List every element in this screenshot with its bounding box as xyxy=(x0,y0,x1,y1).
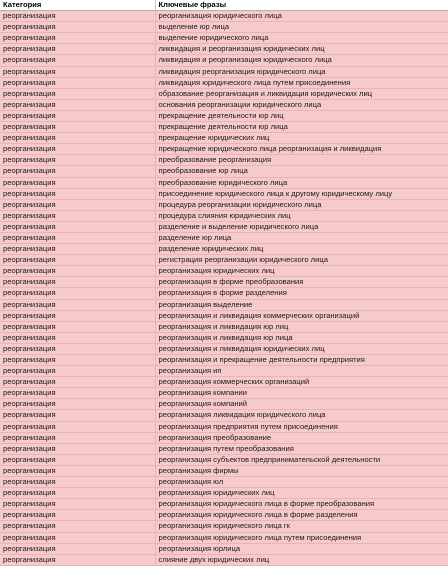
key-phrase-cell[interactable]: ликвидация и реорганизация юридического лица xyxy=(155,55,448,66)
key-phrase-cell[interactable]: выделение юридического лица xyxy=(155,33,448,44)
table-row xyxy=(0,288,448,299)
category-cell[interactable]: реорганизация xyxy=(0,454,155,465)
table-row xyxy=(0,244,448,255)
category-cell[interactable]: реорганизация xyxy=(0,510,155,521)
key-phrase-cell[interactable]: реорганизация коммерческих организаций xyxy=(155,377,448,388)
table-row xyxy=(0,377,448,388)
table-row xyxy=(0,133,448,144)
table-row xyxy=(0,199,448,210)
category-cell[interactable]: реорганизация xyxy=(0,88,155,99)
key-phrase-cell[interactable]: реорганизация компаний xyxy=(155,399,448,410)
table-row xyxy=(0,122,448,133)
key-phrase-cell[interactable]: прекращение деятельности юр лиц xyxy=(155,110,448,121)
table-row xyxy=(0,321,448,332)
key-phrase-cell[interactable]: реорганизация в форме разделения xyxy=(155,288,448,299)
table-row xyxy=(0,443,448,454)
table-row xyxy=(0,310,448,321)
key-phrase-cell[interactable]: реорганизация фирмы xyxy=(155,465,448,476)
table-row xyxy=(0,210,448,221)
table-row xyxy=(0,421,448,432)
key-phrase-cell[interactable]: реорганизация и ликвидация юр лица xyxy=(155,332,448,343)
category-cell[interactable]: реорганизация xyxy=(0,410,155,421)
category-cell[interactable]: реорганизация xyxy=(0,443,155,454)
table-row xyxy=(0,477,448,488)
key-phrase-cell[interactable]: реорганизация юридических лиц xyxy=(155,488,448,499)
key-phrase-cell[interactable]: реорганизация выделение xyxy=(155,299,448,310)
table-row xyxy=(0,399,448,410)
category-cell[interactable]: реорганизация xyxy=(0,488,155,499)
key-phrase-cell[interactable]: разделение и выделение юридического лица xyxy=(155,221,448,232)
key-phrase-cell[interactable]: реорганизация юридических лиц xyxy=(155,266,448,277)
key-phrase-cell[interactable]: разделение юридических лиц xyxy=(155,244,448,255)
table-row xyxy=(0,155,448,166)
key-phrase-cell[interactable]: реорганизация юридического лица xyxy=(155,11,448,22)
key-phrase-cell[interactable]: слияние двух юридических лиц xyxy=(155,554,448,565)
category-cell[interactable]: реорганизация xyxy=(0,11,155,22)
key-phrase-cell[interactable]: реорганизация в форме преобразования xyxy=(155,277,448,288)
key-phrase-cell[interactable]: выделение юр лица xyxy=(155,22,448,33)
category-cell[interactable]: реорганизация xyxy=(0,366,155,377)
category-cell[interactable]: реорганизация xyxy=(0,133,155,144)
category-cell[interactable]: реорганизация xyxy=(0,554,155,565)
category-cell[interactable]: реорганизация xyxy=(0,521,155,532)
key-phrase-cell[interactable]: реорганизация юридического лица путем присоединения xyxy=(155,532,448,543)
table-row xyxy=(0,55,448,66)
table-row xyxy=(0,221,448,232)
key-phrase-cell[interactable]: присоединение юридического лица к другому юридическому лицу xyxy=(155,188,448,199)
category-cell[interactable]: реорганизация xyxy=(0,465,155,476)
category-cell[interactable]: реорганизация xyxy=(0,122,155,133)
table-row xyxy=(0,366,448,377)
table-row xyxy=(0,88,448,99)
key-phrase-cell[interactable]: реорганизация и прекращение деятельности предприятия xyxy=(155,355,448,366)
table-row xyxy=(0,410,448,421)
category-cell[interactable]: реорганизация xyxy=(0,255,155,266)
table-row xyxy=(0,554,448,565)
category-cell[interactable]: реорганизация xyxy=(0,177,155,188)
category-cell[interactable]: реорганизация xyxy=(0,210,155,221)
category-cell[interactable]: реорганизация xyxy=(0,188,155,199)
table-row xyxy=(0,177,448,188)
table-row xyxy=(0,465,448,476)
table-row xyxy=(0,166,448,177)
column-header-category[interactable]: Категория xyxy=(0,0,155,11)
table-row xyxy=(0,521,448,532)
key-phrase-cell[interactable]: ликвидация реорганизация юридического лица xyxy=(155,66,448,77)
category-cell[interactable]: реорганизация xyxy=(0,477,155,488)
category-cell[interactable]: реорганизация xyxy=(0,288,155,299)
key-phrase-cell[interactable]: разделение юр лица xyxy=(155,232,448,243)
key-phrase-cell[interactable]: процедура слияния юридических лиц xyxy=(155,210,448,221)
key-phrase-cell[interactable]: реорганизация юридического лица в форме разделения xyxy=(155,510,448,521)
category-cell[interactable]: реорганизация xyxy=(0,421,155,432)
category-cell[interactable]: реорганизация xyxy=(0,55,155,66)
table-row xyxy=(0,388,448,399)
category-cell[interactable]: реорганизация xyxy=(0,144,155,155)
key-phrase-cell[interactable]: реорганизация путем преобразования xyxy=(155,443,448,454)
key-phrase-cell[interactable]: образование реорганизация и ликвидация юридических лиц xyxy=(155,88,448,99)
key-phrase-cell[interactable]: реорганизация и ликвидация коммерческих организаций xyxy=(155,310,448,321)
category-cell[interactable]: реорганизация xyxy=(0,77,155,88)
table-row xyxy=(0,299,448,310)
header-row xyxy=(0,0,448,11)
category-cell[interactable]: реорганизация xyxy=(0,310,155,321)
category-cell[interactable]: реорганизация xyxy=(0,532,155,543)
category-cell[interactable]: реорганизация xyxy=(0,166,155,177)
table-row xyxy=(0,355,448,366)
table-row xyxy=(0,22,448,33)
table-row xyxy=(0,499,448,510)
category-cell[interactable]: реорганизация xyxy=(0,22,155,33)
table-row xyxy=(0,343,448,354)
category-cell[interactable]: реорганизация xyxy=(0,543,155,554)
category-cell[interactable]: реорганизация xyxy=(0,232,155,243)
category-cell[interactable]: реорганизация xyxy=(0,33,155,44)
key-phrase-cell[interactable]: реорганизация субъектов предпринимательской деятельности xyxy=(155,454,448,465)
key-phrase-cell[interactable]: прекращение деятельности юр лица xyxy=(155,122,448,133)
table-row xyxy=(0,33,448,44)
key-phrase-cell[interactable]: реорганизация юридического лица в форме преобразования xyxy=(155,499,448,510)
table-row xyxy=(0,11,448,22)
table-row xyxy=(0,510,448,521)
table-row xyxy=(0,188,448,199)
key-phrase-cell[interactable]: реорганизация и ликвидация юр лиц xyxy=(155,321,448,332)
table-row xyxy=(0,144,448,155)
category-cell[interactable]: реорганизация xyxy=(0,244,155,255)
table-body xyxy=(0,11,448,566)
category-cell[interactable]: реорганизация xyxy=(0,199,155,210)
table-row xyxy=(0,488,448,499)
category-cell[interactable]: реорганизация xyxy=(0,343,155,354)
key-phrase-cell[interactable]: прекращение юридических лиц xyxy=(155,133,448,144)
table-row xyxy=(0,66,448,77)
table-row xyxy=(0,266,448,277)
category-cell[interactable]: реорганизация xyxy=(0,66,155,77)
table-row xyxy=(0,332,448,343)
table-row xyxy=(0,277,448,288)
key-phrase-cell[interactable]: преобразование юр лица xyxy=(155,166,448,177)
key-phrase-cell[interactable]: преобразование юридического лица xyxy=(155,177,448,188)
category-cell[interactable]: реорганизация xyxy=(0,221,155,232)
category-cell[interactable]: реорганизация xyxy=(0,155,155,166)
category-cell[interactable]: реорганизация xyxy=(0,377,155,388)
table-row xyxy=(0,432,448,443)
category-cell[interactable]: реорганизация xyxy=(0,399,155,410)
category-cell[interactable]: реорганизация xyxy=(0,277,155,288)
column-header-key-phrases[interactable]: Ключевые фразы xyxy=(155,0,448,11)
key-phrase-cell[interactable]: основания реорганизации юридического лица xyxy=(155,99,448,110)
key-phrase-cell[interactable]: реорганизация ип xyxy=(155,366,448,377)
category-cell[interactable]: реорганизация xyxy=(0,388,155,399)
key-phrase-cell[interactable]: реорганизация компании xyxy=(155,388,448,399)
key-phrase-cell[interactable]: прекращение юридического лица реорганизация и ликвидация xyxy=(155,144,448,155)
category-cell[interactable]: реорганизация xyxy=(0,432,155,443)
table-row xyxy=(0,454,448,465)
table-row xyxy=(0,232,448,243)
key-phrase-cell[interactable]: ликвидация и реорганизация юридических лиц xyxy=(155,44,448,55)
key-phrase-cell[interactable]: реорганизация ликвидация юридического лица xyxy=(155,410,448,421)
category-cell[interactable]: реорганизация xyxy=(0,332,155,343)
category-cell[interactable]: реорганизация xyxy=(0,110,155,121)
key-phrase-cell[interactable]: реорганизация юрлица xyxy=(155,543,448,554)
table-row xyxy=(0,44,448,55)
key-phrase-cell[interactable]: реорганизация предприятия путем присоединения xyxy=(155,421,448,432)
category-cell[interactable]: реорганизация xyxy=(0,355,155,366)
key-phrase-cell[interactable]: реорганизация юридического лица гк xyxy=(155,521,448,532)
key-phrase-cell[interactable]: ликвидация юридического лица путем присоединения xyxy=(155,77,448,88)
key-phrase-cell[interactable]: процедура реорганизации юридического лица xyxy=(155,199,448,210)
key-phrase-cell[interactable]: реорганизация преобразование xyxy=(155,432,448,443)
table-row xyxy=(0,77,448,88)
key-phrase-cell[interactable]: преобразование реорганизация xyxy=(155,155,448,166)
category-cell[interactable]: реорганизация xyxy=(0,266,155,277)
table-row xyxy=(0,255,448,266)
table-row xyxy=(0,99,448,110)
category-cell[interactable]: реорганизация xyxy=(0,321,155,332)
category-cell[interactable]: реорганизация xyxy=(0,44,155,55)
table-row xyxy=(0,110,448,121)
key-phrase-cell[interactable]: реорганизация и ликвидация юридических лиц xyxy=(155,343,448,354)
table-row xyxy=(0,543,448,554)
category-cell[interactable]: реорганизация xyxy=(0,299,155,310)
key-phrase-cell[interactable]: регистрация реорганизации юридического лица xyxy=(155,255,448,266)
category-cell[interactable]: реорганизация xyxy=(0,99,155,110)
table-row xyxy=(0,532,448,543)
category-cell[interactable]: реорганизация xyxy=(0,499,155,510)
key-phrase-cell[interactable]: реорганизация юл xyxy=(155,477,448,488)
